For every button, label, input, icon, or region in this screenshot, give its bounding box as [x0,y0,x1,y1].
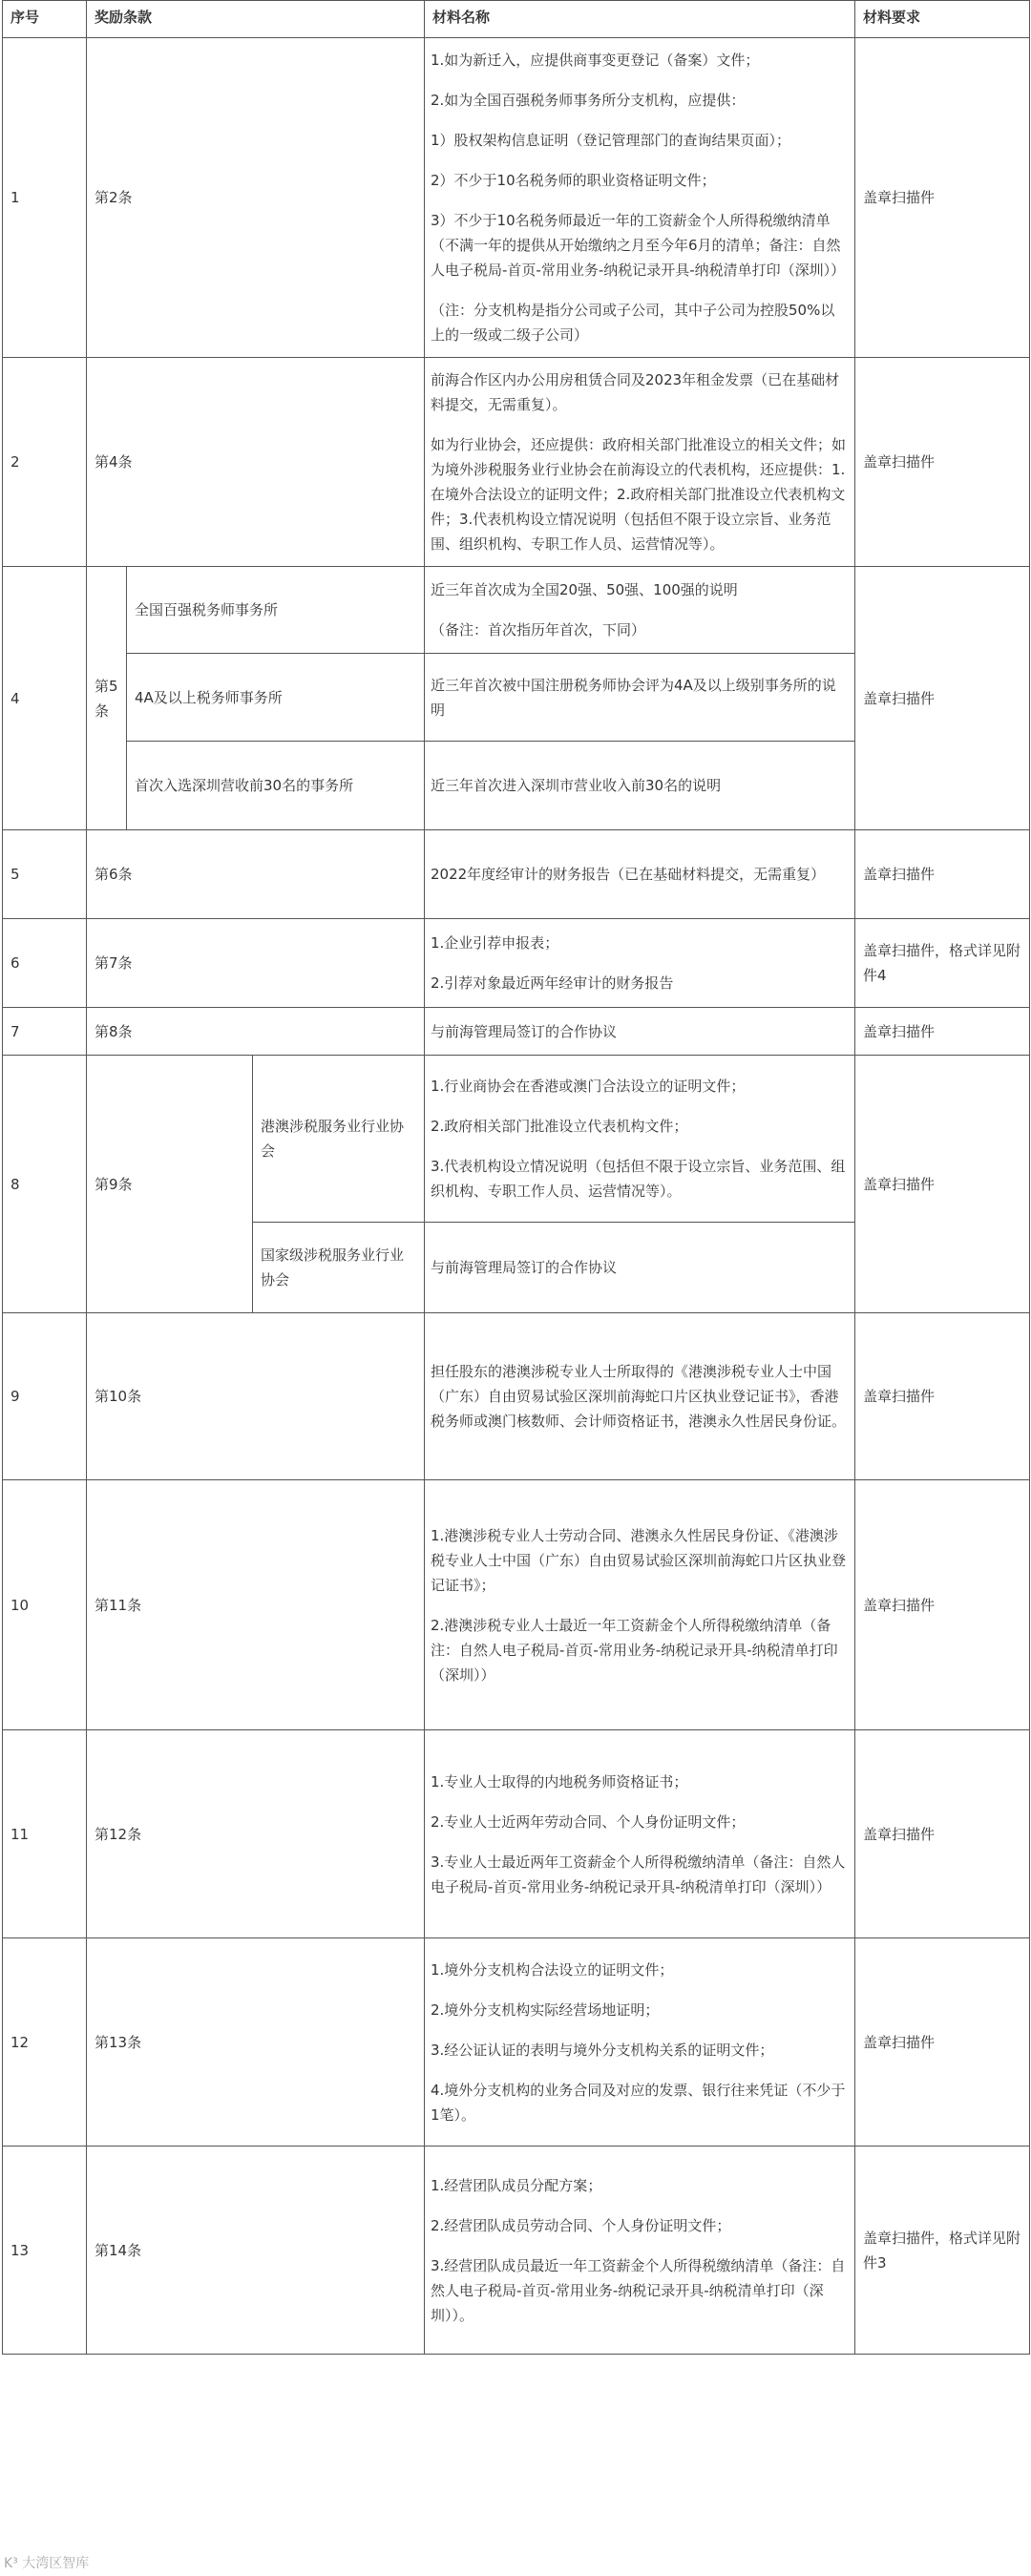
row-requirement: 盖章扫描件 [855,1056,1030,1313]
material-line: 2.经营团队成员劳动合同、个人身份证明文件； [431,2216,731,2234]
header-clause: 奖励条款 [87,1,425,38]
material-line: 2.港澳涉税专业人士最近一年工资薪金个人所得税缴纳清单（备注：自然人电子税局-首页-常用业务-纳税记录开具-纳税清单打印（深圳）） [431,1616,838,1684]
material-line: 近三年首次被中国注册税务师协会评为4A及以上级别事务所的说明 [431,676,836,719]
row-materials [425,567,855,654]
table-row [3,2147,1030,2355]
material-line: 4.境外分支机构的业务合同及对应的发票、银行往来凭证（不少于1笔）。 [431,2081,846,2124]
row-seq: 7 [3,1008,87,1056]
row-subcategory: 全国百强税务师事务所 [127,567,425,654]
row-clause: 第7条 [87,919,425,1008]
material-line: 2.专业人士近两年劳动合同、个人身份证明文件； [431,1812,746,1831]
row-requirement: 盖章扫描件 [855,358,1030,567]
material-line: 3.代表机构设立情况说明（包括但不限于设立宗旨、业务范围、组织机构、专职工作人员、运营情况等）。 [431,1158,846,1200]
material-line: （注：分支机构是指分公司或子公司，其中子公司为控股50%以上的一级或二级子公司） [431,302,835,344]
material-line: 1.如为新迁入，应提供商事变更登记（备案）文件； [431,52,760,69]
row-seq: 2 [3,358,87,567]
material-line: 前海合作区内办公用房租赁合同及2023年租金发票（已在基础材料提交，无需重复）。 [431,371,840,413]
material-line: 2022年度经审计的财务报告（已在基础材料提交，无需重复） [431,866,826,883]
row-clause: 第6条 [87,830,425,919]
row-materials [425,919,855,1008]
row-seq: 1 [3,38,87,358]
table-row [3,567,1030,654]
row-seq: 9 [3,1313,87,1480]
material-line: 1.境外分支机构合法设立的证明文件； [431,1960,674,1979]
row-materials [425,1938,855,2147]
row-materials [425,358,855,567]
row-subcategory: 首次入选深圳营收前30名的事务所 [127,742,425,830]
material-line: 1.专业人士取得的内地税务师资格证书； [431,1772,688,1791]
row-materials [425,2147,855,2355]
row-requirement: 盖章扫描件，格式详见附件4 [855,919,1030,1008]
row-seq: 6 [3,919,87,1008]
row-clause: 第2条 [87,38,425,358]
material-line: （备注：首次指历年首次，下同） [431,621,646,639]
material-line: 3.经营团队成员最近一年工资薪金个人所得税缴纳清单（备注：自然人电子税局-首页-常用业务-纳税记录开具-纳税清单打印（深圳））。 [431,2256,846,2324]
row-requirement: 盖章扫描件 [855,567,1030,830]
row-requirement: 盖章扫描件，格式详见附件3 [855,2147,1030,2355]
material-line: 如为行业协会，还应提供：政府相关部门批准设立的相关文件；如为境外涉税服务业行业协会在前海设立的代表机构，还应提供：1.在境外合法设立的证明文件；2.政府相关部门批准设立代表机构文件；3.代表机构设立情况说明（包括但不限于设立宗旨、业务范围、组织机构、专职工作人员、运营情况等）。 [431,436,847,553]
table-row [3,1938,1030,2147]
row-clause: 第13条 [87,1938,425,2147]
row-materials [425,830,855,919]
row-requirement: 盖章扫描件 [855,38,1030,358]
row-requirement: 盖章扫描件 [855,1313,1030,1480]
row-requirement: 盖章扫描件 [855,1008,1030,1056]
material-line: 1.港澳涉税专业人士劳动合同、港澳永久性居民身份证、《港澳涉税专业人士中国（广东）自由贸易试验区深圳前海蛇口片区执业登记证书》； [431,1526,847,1594]
row-requirement: 盖章扫描件 [855,1480,1030,1730]
row-seq: 13 [3,2147,87,2355]
row-clause: 第4条 [87,358,425,567]
row-materials [425,1056,855,1223]
material-line: 2.如为全国百强税务师事务所分支机构，应提供： [431,92,746,109]
table-row [3,38,1030,358]
material-line: 3.专业人士最近两年工资薪金个人所得税缴纳清单（备注：自然人电子税局-首页-常用业务-纳税记录开具-纳税清单打印（深圳）） [431,1853,846,1895]
material-line: 与前海管理局签订的合作协议 [431,1259,618,1276]
header-row [3,1,1030,38]
row-clause: 第14条 [87,2147,425,2355]
material-line: 近三年首次进入深圳市营业收入前30名的说明 [431,777,722,794]
table-row [3,1480,1030,1730]
table-row [3,1056,1030,1223]
table-row [3,1730,1030,1938]
header-requirement: 材料要求 [855,1,1030,38]
row-subcategory: 港澳涉税服务业行业协会 [253,1056,425,1223]
table-row [3,1313,1030,1480]
row-materials [425,1730,855,1938]
row-requirement: 盖章扫描件 [855,1938,1030,2147]
watermark-logo: K³ 大湾区智库 [4,2556,90,2571]
row-clause: 第10条 [87,1313,425,1480]
row-seq: 8 [3,1056,87,1313]
row-materials [425,1008,855,1056]
material-line: 1.企业引荐申报表； [431,934,559,952]
row-clause: 第12条 [87,1730,425,1938]
row-seq: 4 [3,567,87,830]
row-clause: 第8条 [87,1008,425,1056]
material-line: 1.经营团队成员分配方案； [431,2176,602,2194]
row-clause: 第9条 [87,1056,253,1313]
row-materials [425,38,855,358]
material-line: 2.引荐对象最近两年经审计的财务报告 [431,974,674,992]
header-seq: 序号 [3,1,87,38]
material-line: 1）股权架构信息证明（登记管理部门的查询结果页面）； [431,132,791,149]
row-requirement: 盖章扫描件 [855,830,1030,919]
table-row [3,919,1030,1008]
row-seq: 12 [3,1938,87,2147]
row-subcategory: 国家级涉税服务业行业协会 [253,1223,425,1313]
row-materials [425,654,855,742]
material-line: 担任股东的港澳涉税专业人士所取得的《港澳涉税专业人士中国（广东）自由贸易试验区深圳前海蛇口片区执业登记证书》，香港税务师或澳门核数师、会计师资格证书，港澳永久性居民身份证。 [431,1363,847,1430]
row-requirement: 盖章扫描件 [855,1730,1030,1938]
material-line: 2）不少于10名税务师的职业资格证明文件； [431,172,716,189]
row-subcategory: 4A及以上税务师事务所 [127,654,425,742]
row-materials [425,742,855,830]
materials-table [2,0,1030,2355]
material-line: 1.行业商协会在香港或澳门合法设立的证明文件； [431,1078,746,1095]
row-materials [425,1313,855,1480]
row-seq: 11 [3,1730,87,1938]
material-line: 2.政府相关部门批准设立代表机构文件； [431,1118,688,1135]
row-clause: 第5条 [87,567,127,830]
table-row [3,830,1030,919]
row-seq: 10 [3,1480,87,1730]
row-seq: 5 [3,830,87,919]
header-materials: 材料名称 [425,1,855,38]
table-row [3,358,1030,567]
material-line: 3.经公证认证的表明与境外分支机构关系的证明文件； [431,2041,774,2059]
row-clause: 第11条 [87,1480,425,1730]
row-materials [425,1223,855,1313]
material-line: 3）不少于10名税务师最近一年的工资薪金个人所得税缴纳清单（不满一年的提供从开始缴纳之月至今年6月的清单；备注：自然人电子税局-首页-常用业务-纳税记录开具-纳税清单打印（深圳）） [431,212,846,279]
material-line: 近三年首次成为全国20强、50强、100强的说明 [431,581,738,598]
material-line: 与前海管理局签订的合作协议 [431,1022,618,1040]
material-line: 2.境外分支机构实际经营场地证明； [431,2000,660,2019]
row-materials [425,1480,855,1730]
table-row [3,1008,1030,1056]
